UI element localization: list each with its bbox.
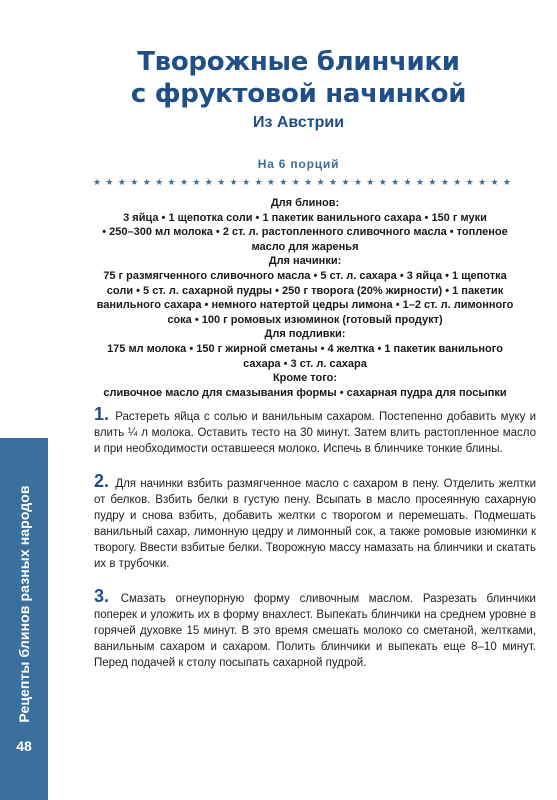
servings-label: На 6 порций: [257, 157, 340, 171]
star-icon: ★: [465, 177, 474, 187]
star-icon: ★: [353, 177, 362, 187]
instructions: [94, 406, 536, 687]
star-icon: ★: [403, 177, 412, 187]
star-icon: ★: [329, 177, 338, 187]
star-icon: ★: [453, 177, 462, 187]
ingredients-list: [76, 196, 534, 400]
star-icon: ★: [204, 177, 213, 187]
step-number: 1.: [94, 404, 110, 424]
step-number: 3.: [94, 586, 110, 606]
recipe-title: [60, 46, 537, 110]
ingredients-heading: Кроме того:: [272, 372, 338, 385]
star-icon: ★: [316, 177, 325, 187]
instruction-step: [94, 473, 536, 572]
recipe-title-line-2: с фруктовой начинкой: [130, 79, 467, 109]
star-icon: ★: [155, 177, 164, 187]
star-icon: ★: [279, 177, 288, 187]
star-icon: ★: [341, 177, 350, 187]
page-number: 48: [16, 738, 32, 754]
star-icon: ★: [167, 177, 176, 187]
star-icon: ★: [366, 177, 375, 187]
ingredients-line: соли • 5 ст. л. сахарной пудры • 250 г творога (20% жирности) • 1 пакетик: [106, 284, 504, 297]
step-text: Для начинки взбить размягченное масло с сахаром в пену. Отделить желтки от белков. Взбить белки в густую пену. Всыпать в масло просеянную сахарную пудру и снова взбить, добавить желтки с творогом и перемешать. Подмешать ванильный сахар, лимонную цедру и лимонный сок, а также ромовые изюминки к творогу. Ввести взбитые белки. Творожную массу намазать на блинчики и скатать их в трубочки.: [94, 478, 536, 570]
star-icon: ★: [266, 177, 275, 187]
ingredients-line: масло для жаренья: [251, 240, 359, 253]
ingredients-line: сока • 100 г ромовых изюминок (готовый продукт): [167, 313, 443, 326]
star-icon: ★: [490, 177, 499, 187]
ingredients-heading: Для начинки:: [268, 255, 342, 268]
section-label: Рецепты блинов разных народов: [16, 485, 32, 723]
ingredients-heading: Для блинов:: [270, 197, 340, 209]
ingredients-line: 175 мл молока • 150 г жирной сметаны • 4 желтка • 1 пакетик ванильного: [107, 342, 503, 355]
recipe-title-line-1: Творожные блинчики: [137, 47, 460, 77]
star-icon: ★: [117, 177, 126, 187]
star-divider: [93, 176, 511, 188]
step-text: Смазать огнеупорную форму сливочным маслом. Разрезать блинчики поперек и уложить их в форму внахлест. Выпекать блинчики на среднем уровне в горячей духовке 15 минут. В это время смешать молоко со сметаной, желтками, ванильным сахаром и сахаром. Полить блинчики и выпекать еще 8–10 минут. Перед подачей к столу посыпать сахарной пудрой.: [94, 593, 536, 669]
ingredients-line: 3 яйца • 1 щепотка соли • 1 пакетик ванильного сахара • 150 г муки: [123, 211, 487, 224]
ingredients-line: сахара • 3 ст. л. сахара: [243, 357, 367, 370]
star-icon: ★: [428, 177, 437, 187]
step-text: Растереть яйца с солью и ванильным сахаром. Постепенно добавить муку и влить ¼ л молока. Оставить тесто на 30 минут. Затем влить растопленное масло и при необходимости оставшееся молоко. Испечь в блинчике тонкие блины.: [94, 411, 536, 455]
star-icon: ★: [192, 177, 201, 187]
ingredients-line: 75 г размягченного сливочного масла • 5 ст. л. сахара • 3 яйца • 1 щепотка: [103, 269, 507, 282]
star-icon: ★: [242, 177, 251, 187]
star-icon: ★: [378, 177, 387, 187]
star-icon: ★: [130, 177, 139, 187]
star-icon: ★: [415, 177, 425, 187]
ingredients-heading: Для подливки:: [264, 328, 346, 341]
star-icon: ★: [440, 177, 449, 187]
ingredients-line: • 250–300 мл молока • 2 ст. л. растопленного сливочного масла • топленое: [102, 226, 508, 239]
instruction-step: [94, 406, 536, 457]
ingredients-line: сливочное масло для смазывания формы • сахарная пудра для посыпки: [103, 386, 507, 399]
ingredients-line: ванильного сахара • немного натертой цедры лимона • 1–2 ст. л. лимонного: [96, 299, 514, 312]
star-icon: ★: [291, 177, 300, 187]
star-icon: ★: [478, 177, 487, 187]
star-icon: ★: [391, 177, 400, 187]
step-number: 2.: [94, 471, 110, 491]
star-icon: ★: [93, 177, 102, 187]
star-icon: ★: [142, 177, 151, 187]
star-icon: ★: [304, 177, 313, 187]
recipe-origin: Из Австрии: [252, 114, 345, 131]
star-icon: ★: [179, 177, 189, 187]
star-icon: ★: [105, 177, 114, 187]
recipe-header: [60, 46, 537, 132]
star-icon: ★: [254, 177, 263, 187]
star-icon: ★: [502, 177, 511, 187]
star-icon: ★: [217, 177, 226, 187]
instruction-step: [94, 588, 536, 671]
star-icon: ★: [229, 177, 238, 187]
